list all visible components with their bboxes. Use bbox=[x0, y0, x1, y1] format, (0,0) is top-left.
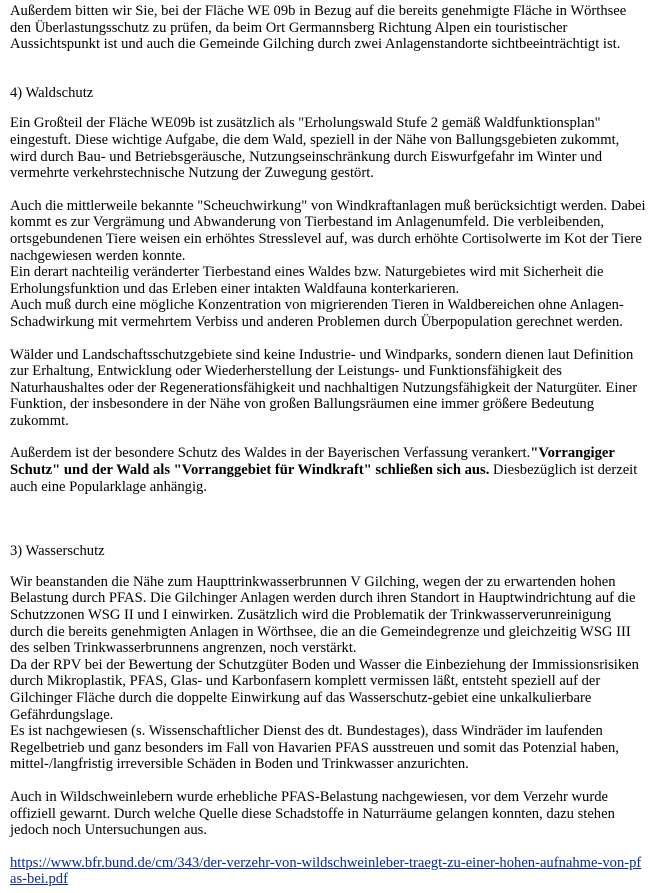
link-paragraph bbox=[10, 855, 646, 888]
waldschutz-paragraph-1: Ein Großteil der Fläche WE09b ist zusätzlich als "Erholungswald Stufe 2 gemäß Waldfunktionsplan" eingestuft. Diese wichtige Aufgabe, die dem Wald, speziell in der Nähe von Ballungsgebieten zukommt, wird durch Bau- und Betriebsgeräusche, Nutzungseinschränkung durch Eiswurfgefahr im Winter und vermehrte verkehrstechnische Nutzung der Zuwegung gestört. bbox=[10, 115, 620, 182]
spacer bbox=[10, 773, 646, 789]
wasserschutz-paragraph-1b: Da der RPV bei der Bewertung der Schutzgüter Boden und Wasser die Einbeziehung der Immissionsrisiken durch Mikroplastik, PFAS, Glas- und Karbonfasern komplett vermissen läßt, entsteht speziell auf der Gilchinger Fläche durch die doppelte Einwirkung auf das Wasserschutz-gebiet eine unkalkulierbare Gefährdungslage. bbox=[10, 656, 639, 723]
waldschutz-paragraph-2c: Auch muß durch eine mögliche Konzentration von migrierenden Tieren in Waldbereichen ohne Anlagen-Schadwirkung mit vermehrtem Verbiss und anderen Problemen durch Überpopulation gerechnet werden. bbox=[10, 297, 624, 330]
spacer bbox=[10, 429, 646, 445]
spacer bbox=[10, 53, 646, 85]
vorrang-bold-text: "Vorrangiger Schutz" und der Wald als "Vorranggebiet für Windkraft" schließen sich aus. bbox=[10, 445, 615, 479]
spacer bbox=[10, 495, 646, 543]
wasserschutz-paragraph-1a: Wir beanstanden die Nähe zum Haupttrinkwasserbrunnen V Gilching, wegen der zu erwartenden hohen Belastung durch PFAS. Die Gilchinger Anlagen werden durch ihren Standort in Hauptwindrichtung auf die Schutzzonen WSG II und I einwirken. Zusätzlich wird die Problematik der Trinkwasserverunreinigung durch die bereits genehmigten Anlagen in Wörthsee, die an die Gemeindegrenze und gleichzeitig WSG III des selben Trinkwasserbrunnens angrenzen, noch verstärkt. bbox=[10, 573, 636, 657]
intro-paragraph: Außerdem bitten wir Sie, bei der Fläche WE 09b in Bezug auf die bereits genehmigte Fläche in Wörthsee den Überlastungsschutz zu prüfen, da beim Ort Germannsberg Richtung Alpen ein touristischer Aussichtspunkt ist und auch die Gemeinde Gilching durch zwei Anlagenstandorte sichtbeeinträchtigt ist. bbox=[10, 3, 627, 53]
spacer bbox=[10, 839, 646, 855]
spacer bbox=[10, 560, 646, 574]
waldschutz-paragraph-2b: Ein derart nachteilig veränderter Tierbestand eines Waldes bzw. Naturgebietes wird mit Sicherheit die Erholungsfunktion und das Erleben einer intakten Waldfauna konterkarieren. bbox=[10, 264, 604, 297]
verfassung-text: Außerdem ist der besondere Schutz des Waldes in der Bayerischen Verfassung verankert. bbox=[10, 445, 531, 462]
wasserschutz-paragraph-1c: Es ist nachgewiesen (s. Wissenschaftlicher Dienst des dt. Bundestages), dass Windräder im laufenden Regelbetrieb und ganz besonders im Fall von Havarien PFAS ausstreuen und somit das Potenzial haben, mittel-/langfristig irreversible Schäden in Boden und Trinkwasser anzurichten. bbox=[10, 723, 619, 773]
spacer bbox=[10, 101, 646, 115]
spacer bbox=[10, 331, 646, 347]
bfr-pdf-link[interactable]: https://www.bfr.bund.de/cm/343/der-verzehr-von-wildschweinleber-traegt-zu-einer-hohen-aufnahme-von-pfas-bei.pdf bbox=[10, 854, 642, 888]
waldschutz-paragraph-4 bbox=[10, 445, 646, 495]
waldschutz-paragraph-3: Wälder und Landschaftsschutzgebiete sind keine Industrie- und Windparks, sondern dienen laut Definition zur Erhaltung, Entwicklung oder Wiederherstellung der Leistungs- und Funktionsfähigkeit des Naturhaushaltes oder der Regenerationsfähigkeit und nachhaltigen Nutzungsfähigkeit der Naturgüter. Einer Funktion, der insbesondere in der Nähe von großen Ballungsräumen eine immer größere Bedeutung zukommt. bbox=[10, 346, 638, 429]
section-heading-waldschutz: 4) Waldschutz bbox=[10, 84, 94, 101]
section-heading-wasserschutz: 3) Wasserschutz bbox=[10, 543, 105, 560]
popularklage-text: Diesbezüglich ist derzeit auch eine Popularklage anhängig. bbox=[10, 462, 638, 495]
spacer bbox=[10, 182, 646, 198]
wasserschutz-paragraph-2: Auch in Wildschweinlebern wurde erhebliche PFAS-Belastung nachgewiesen, vor dem Verzehr wurde offiziell gewarnt. Durch welche Quelle diese Schadstoffe in Naturräume gelangen konnten, dazu stehen jedoch noch Untersuchungen aus. bbox=[10, 788, 615, 839]
waldschutz-paragraph-2a: Auch die mittlerweile bekannte "Scheuchwirkung" von Windkraftanlagen muß berücksichtigt werden. Dabei kommt es zur Vergrämung und Abwanderung von Tierbestand im Anlagenumfeld. Die verbleibenden, ortsgebundenen Tiere weisen ein erhöhtes Stresslevel auf, was durch erhöhte Cortisolwerte im Kot der Tiere nachgewiesen werden konnte. bbox=[10, 197, 646, 264]
